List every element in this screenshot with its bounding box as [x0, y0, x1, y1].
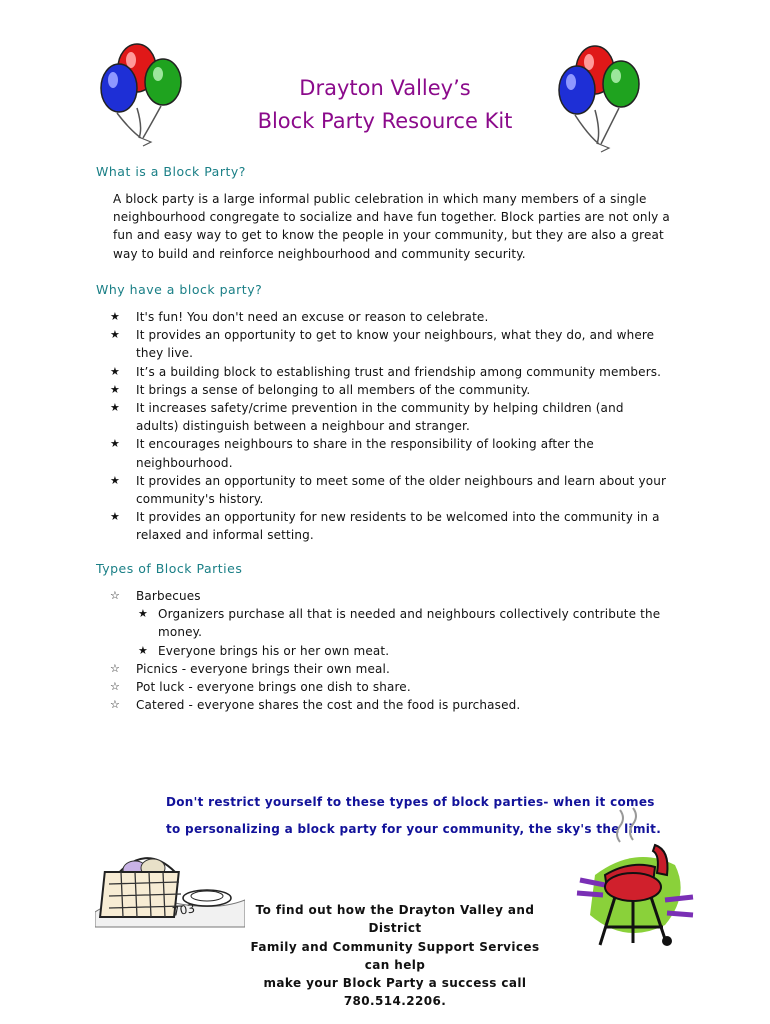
balloons-icon-left — [95, 38, 205, 148]
barbecue-grill-icon — [575, 805, 695, 955]
list-item: ★ Everyone brings his or her own meat. — [136, 642, 668, 660]
contact-phone: 780.514.2206. — [343, 994, 447, 1009]
callout-line-1: Don't restrict yourself to these types of block parties- when it comes — [166, 795, 655, 809]
outline-star-bullet: ☆ — [110, 661, 121, 675]
title-line-2: Block Party Resource Kit — [257, 109, 513, 133]
list-item: ☆ Barbecues ★ Organizers purchase all that is needed and neighbours collectively contribute the money. ★ Everyone brings his or her own meat. — [108, 587, 668, 660]
list-item: ☆ Pot luck - everyone brings one dish to share. — [108, 678, 668, 696]
list-item: ★ It brings a sense of belonging to all members of the community. — [108, 381, 668, 399]
types-list — [108, 587, 668, 714]
contact-line-3: make your Block Party a success call — [263, 976, 527, 991]
contact-line-1: To find out how the Drayton Valley and District — [255, 903, 535, 936]
list-item: ★ It provides an opportunity for new residents to be welcomed into the community in a relaxed and informal setting. — [110, 510, 660, 543]
solid-star-bullet: ★ — [110, 510, 121, 524]
solid-star-bullet: ★ — [110, 473, 121, 487]
list-item: ☆ Catered - everyone shares the cost and the food is purchased. — [108, 696, 668, 714]
basket-label: 703 — [171, 901, 197, 919]
solid-star-bullet: ★ — [110, 328, 121, 342]
contact-line-2: Family and Community Support Services can help — [250, 939, 540, 972]
outline-star-bullet: ☆ — [110, 680, 121, 694]
outline-star-bullet: ☆ — [110, 698, 121, 712]
what-paragraph: A block party is a large informal public celebration in which many members of a single neighbourhood congregate to socialize and have fun together. Block parties are not only a fun and easy way to get to know the people in your community, but they are also a great way to build and reinforce neighbourhood and community security. — [113, 192, 670, 261]
section-heading-what: What is a Block Party? — [96, 164, 246, 179]
solid-star-bullet: ★ — [138, 643, 149, 657]
solid-star-bullet: ★ — [110, 382, 121, 396]
solid-star-bullet: ★ — [138, 607, 149, 621]
solid-star-bullet: ★ — [110, 364, 121, 378]
contact-info — [240, 901, 550, 1011]
list-item: ★ It's fun! You don't need an excuse or reason to celebrate. — [108, 308, 668, 326]
list-item: ★ It encourages neighbours to share in the responsibility of looking after the neighbourhood. — [110, 437, 594, 470]
list-item: ★ It provides an opportunity to get to know your neighbours, what they do, and where they live. — [110, 328, 655, 361]
solid-star-bullet: ★ — [110, 437, 121, 451]
outline-star-bullet: ☆ — [110, 589, 121, 602]
barbecue-sub-list — [136, 605, 668, 660]
list-item: ★ It provides an opportunity to meet some of the older neighbours and learn about your community's history. — [110, 473, 667, 507]
solid-star-bullet: ★ — [110, 310, 121, 323]
section-heading-why: Why have a block party? — [96, 282, 263, 297]
picnic-basket-icon — [95, 832, 245, 932]
list-item: ★ It increases safety/crime prevention in the community by helping children (and adults) distinguish between a neighbour and stranger. — [110, 401, 624, 434]
list-item: ★ Organizers purchase all that is needed and neighbours collectively contribute the money. — [138, 607, 661, 640]
why-list — [108, 308, 668, 545]
list-item: ★ It’s a building block to establishing trust and friendship among community members. — [108, 363, 668, 381]
callout-line-2: to personalizing a block party for your community, the sky's the limit. — [166, 822, 662, 836]
solid-star-bullet: ★ — [110, 401, 121, 415]
section-heading-types: Types of Block Parties — [96, 561, 243, 576]
list-item: ☆ Picnics - everyone brings their own meal. — [108, 660, 668, 678]
title-line-1: Drayton Valley’s — [299, 76, 471, 100]
